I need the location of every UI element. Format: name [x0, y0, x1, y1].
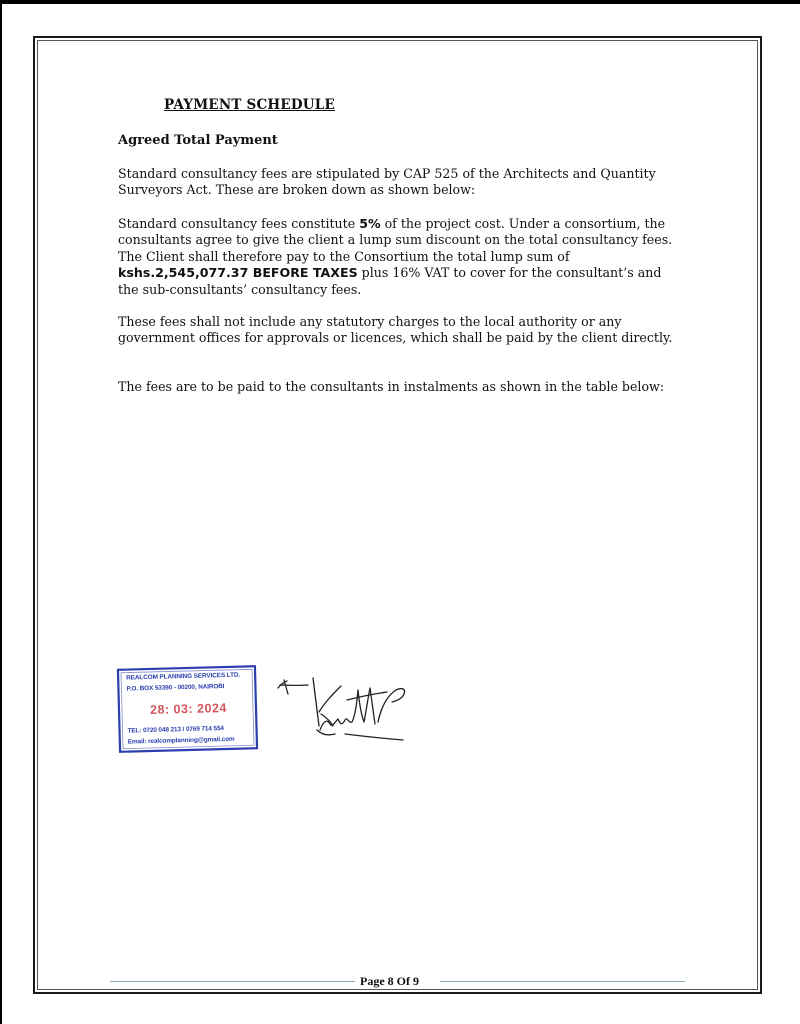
page-number: Page 8 Of 9 — [360, 974, 419, 988]
sub-heading: Agreed Total Payment — [118, 133, 278, 148]
signature-icon — [275, 672, 430, 752]
section-heading: PAYMENT SCHEDULE — [164, 97, 335, 113]
stamp-address: P.O. BOX 53390 - 00200, NAIROBI — [126, 683, 225, 693]
lump-sum-amount: kshs.2,545,077.37 BEFORE TAXES — [118, 265, 358, 281]
paragraph-fees-basis: Standard consultancy fees are stipulated by CAP 525 of the Architects and Quantity Surveyors Act. These are broken down as shown below: — [118, 166, 656, 198]
paragraph-exclusions: These fees shall not include any statutory charges to the local authority or any government offices for approvals or licences, which shall be paid by the client directly. — [118, 314, 673, 346]
paragraph-lump-sum-text-3: plus 16% VAT to cover for the consultant’s and the sub-consultants’ consultancy fees. — [118, 265, 662, 297]
paragraph-lump-sum-text-2: of the project cost. Under a consortium, the consultants agree to give the client a lump sum discount on the total consultancy fees. The Client shall therefore pay to the Consortium the total lump sum of — [118, 216, 673, 264]
footer-rule-left — [110, 981, 355, 982]
paragraph-lump-sum-text-1: Standard consultancy fees constitute — [118, 216, 360, 231]
stamp-phone: TEL: 0720 048 213 / 0769 714 554 — [127, 725, 224, 735]
fee-percentage: 5% — [359, 216, 381, 231]
company-stamp — [116, 664, 259, 754]
footer-rule-right — [440, 981, 685, 982]
paragraph-instalments: The fees are to be paid to the consultants in instalments as shown in the table below: — [118, 379, 665, 394]
stamp-email: Email: realcomplanning@gmail.com — [127, 735, 235, 746]
stamp-date: 28: 03: 2024 — [149, 700, 228, 717]
paragraph-lump-sum — [118, 216, 678, 298]
stamp-company-name: REALCOM PLANNING SERVICES LTD. — [126, 671, 241, 682]
